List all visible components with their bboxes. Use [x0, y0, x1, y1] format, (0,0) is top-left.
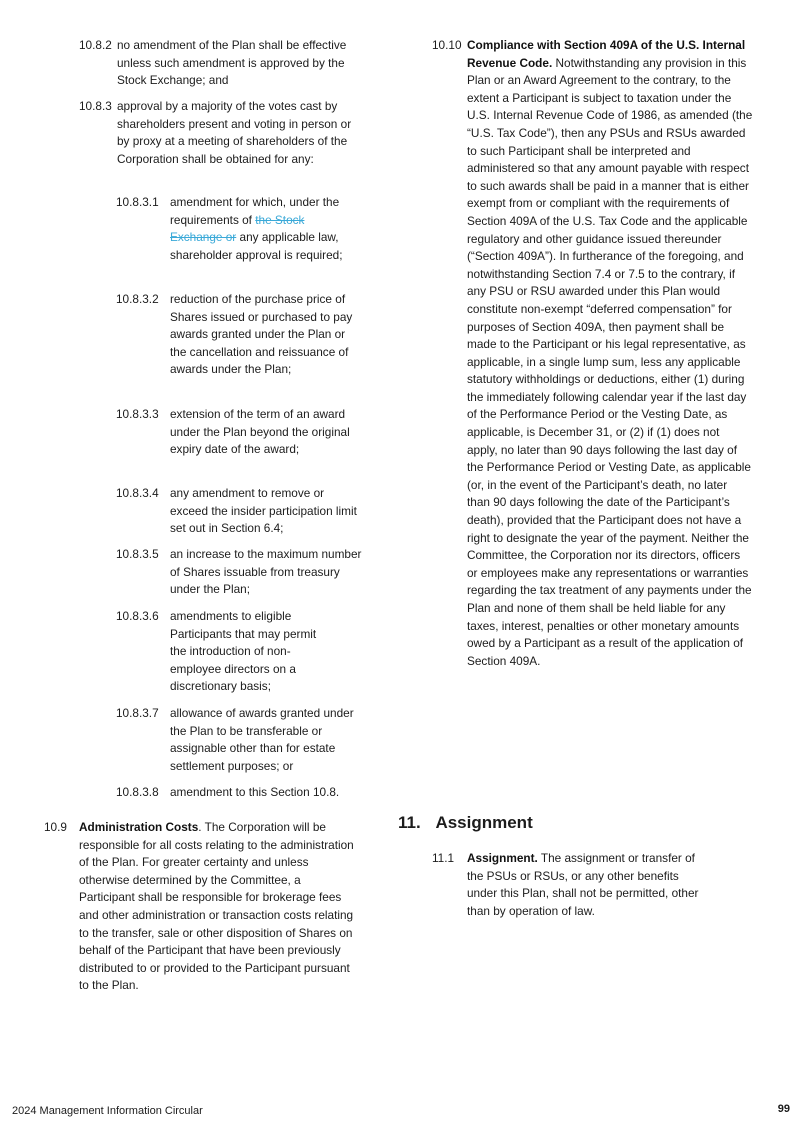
subclause-10-8-3-5: [116, 546, 376, 599]
section-text: [79, 819, 357, 995]
section-title: Administration Costs: [79, 820, 199, 834]
subclause-text: an increase to the maximum number of Shares issuable from treasury under the Plan;: [170, 547, 362, 597]
subclause-text: extension of the term of an award under the Plan beyond the original expiry date of the award;: [170, 407, 350, 457]
subclause-number: 10.8.3.6: [116, 609, 159, 623]
subclause-number: 10.8.3.8: [116, 785, 159, 799]
heading-number: 11.: [398, 813, 421, 832]
subclause-10-8-3-3: [116, 406, 376, 459]
page-number: 99: [777, 1103, 790, 1115]
subclause-number: 10.8.3.2: [116, 292, 159, 306]
clause-text: approval by a majority of the votes cast by shareholders present and voting in person or by proxy at a meeting of shareholders of the Corporation shall be obtained for any:: [117, 99, 352, 166]
clause-number: 10.8.3: [79, 99, 112, 113]
subclause-10-8-3-2: [116, 291, 376, 379]
clause-text: no amendment of the Plan shall be effective unless such amendment is approved by the Stock Exchange; and: [117, 38, 347, 88]
section-text: [467, 37, 753, 670]
section-10-9: [44, 819, 364, 995]
subclause-10-8-3-6: [116, 608, 376, 696]
subclause-number: 10.8.3.3: [116, 407, 159, 421]
section-11-1: [432, 850, 732, 920]
section-body: . The Corporation will be responsible for all costs relating to the administration of the Plan. For greater certainty and unless otherwise determined by the Committee, a Participant shall be responsible for brokerage fees and other administration or transaction costs relating to the transfer, sale or other disposition of Shares on behalf of the Participant that have been previously distributed to or provided to the Participant pursuant to the Plan.: [79, 820, 354, 993]
section-title: Compliance with Section 409A of the U.S. Internal Revenue Code.: [467, 38, 746, 70]
section-10-10: [432, 37, 757, 670]
section-text: [467, 850, 712, 920]
subclause-number: 10.8.3.4: [116, 486, 159, 500]
clause-10-8-3: [79, 98, 369, 168]
subclause-text: amendments to eligible Participants that may permit the introduction of non-employee directors on a discretionary basis;: [170, 609, 317, 694]
subclause-10-8-3-8: [116, 784, 376, 802]
section-body: The assignment or transfer of the PSUs or RSUs, or any other benefits under this Plan, shall not be permitted, other than by operation of law.: [467, 851, 699, 918]
subclause-10-8-3-4: [116, 485, 376, 538]
subclause-10-8-3-1: [116, 194, 376, 264]
subclause-text-before: amendment for which, under the requirements of: [170, 195, 340, 227]
deleted-text: the Stock Exchange or: [170, 212, 305, 245]
section-body: Notwithstanding any provision in this Plan or an Award Agreement to the contrary, to the extent a Participant is subject to taxation under the U.S. Internal Revenue Code of 1986, as amended (the “U.S. Tax Code”), then any PSUs and RSUs awarded to such Participant shall be interpreted and administered so that any amount payable with respect to such awards shall be paid in a manner that is either exempt from or compliant with the requirements of Section 409A of the U.S. Tax Code and the applicable regulatory and other guidance issued thereunder (“Section 409A”). In furtherance of the foregoing, and notwithstanding Section 7.4 or 7.5 to the contrary, if any PSU or RSU awarded under this Plan would constitute non-exempt “deferred compensation” for purposes of Section 409A, then payment shall be made to the Participant or his legal representative, as applicable, in a single lump sum, less any applicable statutory withholdings or deductions, either (1) during the immediately following calendar year if the last day of the Performance Period or the Vesting Date, as applicable, is December 31, or (2) if (1) does not apply, no later than 90 days following the last day of the Performance Period or Vesting Date, as applicable (or, in the event of the Participant’s death, no later than 90 days following the date of the Participant’s death), provided that the Participant does not have a right to designate the year of the payment. Neither the Committee, the Corporation nor its directors, officers or employees make any representations or warranties regarding the tax treatment of any payments under the Plan and none of them shall be held liable for any taxes, interest, penalties or other monetary amounts owed by a Participant as a result of the application of Section 409A.: [467, 55, 753, 668]
section-number: 11.1: [432, 851, 455, 865]
subclause-number: 10.8.3.5: [116, 547, 159, 561]
subclause-text: [170, 194, 356, 264]
subclause-text: reduction of the purchase price of Shares issued or purchased to pay awards granted under the Plan or the cancellation and reissuance of awards under the Plan;: [170, 292, 353, 377]
section-title: Assignment.: [467, 851, 538, 865]
subclause-10-8-3-7: [116, 705, 376, 775]
subclause-number: 10.8.3.1: [116, 195, 159, 209]
section-number: 10.10: [432, 38, 462, 52]
heading-title: Assignment: [435, 813, 533, 832]
subclause-text-after: any applicable law, shareholder approval is required;: [170, 230, 343, 262]
footer-doc-title: 2024 Management Information Circular: [12, 1105, 203, 1117]
clause-number: 10.8.2: [79, 38, 112, 52]
section-11-heading: [398, 812, 698, 834]
subclause-number: 10.8.3.7: [116, 706, 159, 720]
section-number: 10.9: [44, 820, 67, 834]
subclause-text: any amendment to remove or exceed the insider participation limit set out in Section 6.4;: [170, 486, 357, 536]
subclause-text: allowance of awards granted under the Plan to be transferable or assignable other than for estate settlement purposes; or: [170, 706, 354, 773]
subclause-text: amendment to this Section 10.8.: [170, 785, 340, 799]
clause-10-8-2: [79, 37, 369, 90]
